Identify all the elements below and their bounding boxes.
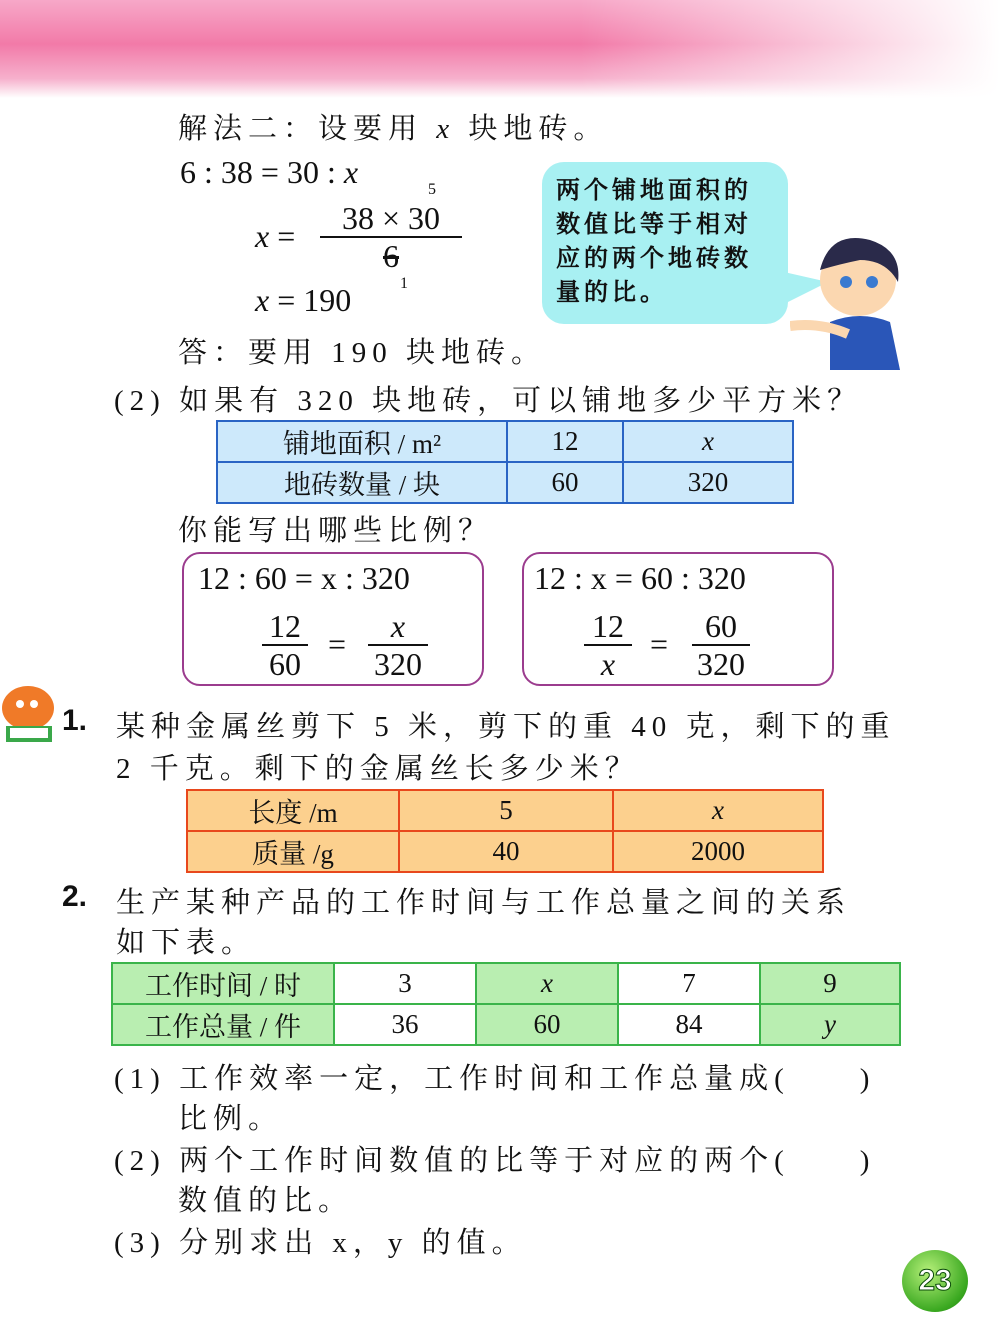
work-time-table <box>111 962 901 1046</box>
fraction-expression: $\frac{38 \times 30}{6}$ <box>320 200 462 274</box>
exercise-text: 某种金属丝剪下 5 米，剪下的重 40 克，剩下的重 <box>116 711 896 743</box>
equation-x-label: x = <box>255 218 296 254</box>
solution-heading: 解法二：设要用 x 块地砖。 <box>178 113 609 145</box>
fraction: $\frac{12}{60}$ <box>262 608 308 682</box>
fraction: $\frac{12}{x}$ <box>584 608 632 682</box>
table-row: 工作时间 / 时 3 x 7 9 <box>112 963 900 1004</box>
table-row: 长度 /m 5 x <box>187 790 823 831</box>
length-mass-table <box>186 789 824 873</box>
fraction: $\frac{60}{320}$ <box>692 608 750 682</box>
table-row: 地砖数量 / 块 60 320 <box>217 462 793 503</box>
header-banner <box>0 0 1000 98</box>
table-row: 铺地面积 / m² 12 x <box>217 421 793 462</box>
boy-illustration-icon <box>790 230 910 370</box>
mascot-reading-icon <box>0 682 60 748</box>
sub-question-2: (2) 两个工作时间数值的比等于对应的两个( ) <box>114 1145 876 1177</box>
exercise-number: 2. <box>62 880 88 913</box>
equation-result: x = 190 <box>255 282 352 318</box>
exercise-text: 2 千克。剩下的金属丝长多少米？ <box>116 753 640 785</box>
exercise-text: 如下表。 <box>116 927 257 959</box>
sub-question-3: (3) 分别求出 x，y 的值。 <box>114 1227 527 1259</box>
exercise-text: 生产某种产品的工作时间与工作总量之间的关系 <box>116 887 852 919</box>
cancel-mark: 5 <box>428 181 436 198</box>
answer-text: 答：要用 190 块地砖。 <box>178 337 547 369</box>
sub-question-1: (1) 工作效率一定，工作时间和工作总量成( ) <box>114 1063 876 1095</box>
sub-question-text: 比例。 <box>178 1103 284 1135</box>
equation-proportion: 6 : 38 = 30 : x <box>180 154 359 190</box>
cancel-mark: 1 <box>400 275 408 292</box>
equals-sign: = <box>650 626 669 662</box>
sub-question-text: 数值的比。 <box>178 1185 354 1217</box>
equals-sign: = <box>328 626 347 662</box>
speech-bubble: 两个铺地面积的数值比等于相对应的两个地砖数量的比。 <box>542 162 788 324</box>
area-tiles-table <box>216 420 794 504</box>
prompt-text: 你能写出哪些比例？ <box>178 515 494 547</box>
proportion-equation: 12 : 60 = x : 320 <box>198 560 410 596</box>
page-number-badge: 23 <box>902 1250 968 1312</box>
proportion-equation: 12 : x = 60 : 320 <box>534 560 746 596</box>
table-row: 工作总量 / 件 36 60 84 y <box>112 1004 900 1045</box>
question-2: (2) 如果有 320 块地砖，可以铺地多少平方米？ <box>114 385 863 417</box>
fraction: $\frac{x}{320}$ <box>368 608 428 682</box>
table-row: 质量 /g 40 2000 <box>187 831 823 872</box>
exercise-number: 1. <box>62 704 88 737</box>
